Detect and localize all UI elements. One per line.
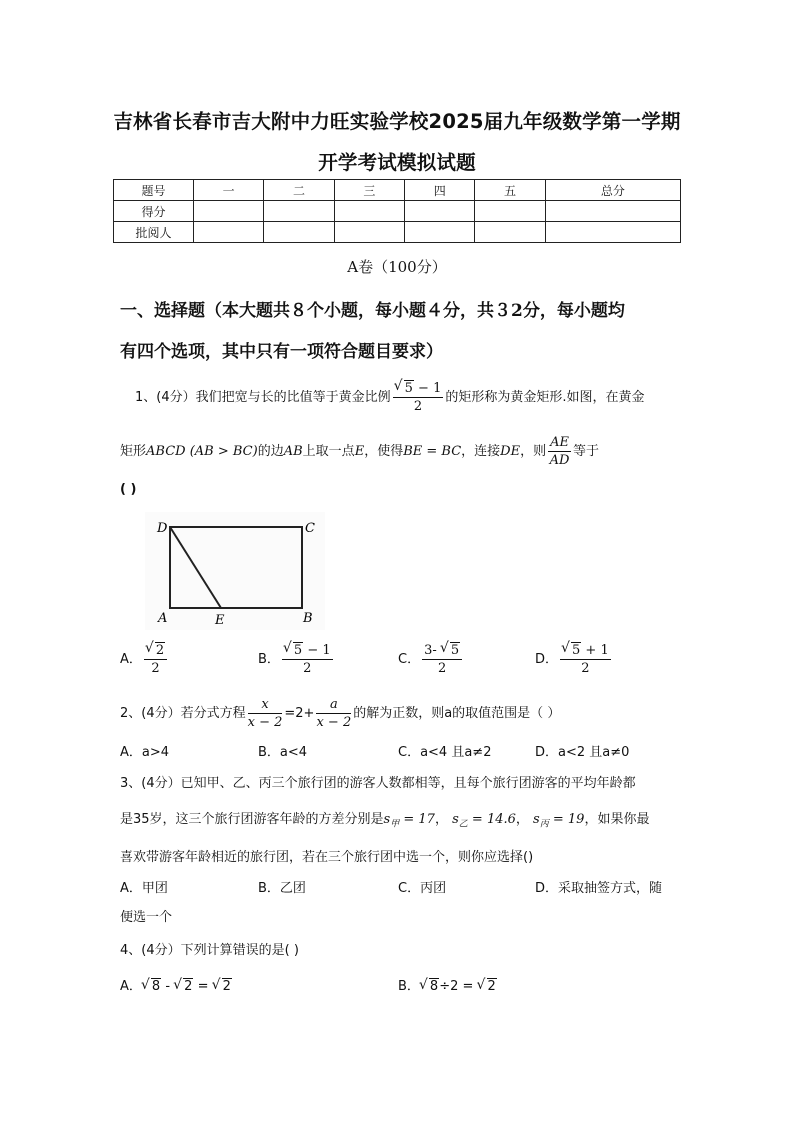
- score-table-row: [114, 222, 681, 243]
- score-cell: [194, 222, 264, 243]
- q1-math: DE: [500, 444, 521, 459]
- score-row-label: 得分: [114, 201, 194, 222]
- q4-option-b[interactable]: B．√ 8÷2 = √ 2: [398, 975, 497, 994]
- q2-option-b[interactable]: B．a<4: [258, 745, 308, 760]
- score-cell: [264, 222, 334, 243]
- score-cell: [545, 201, 680, 222]
- q1-math: ABCD: [146, 444, 186, 459]
- question-3-line3: 喜欢带游客年龄相近的旅行团，若在三个旅行团中选一个，则你应选择(): [120, 850, 534, 865]
- question-2: [120, 696, 560, 731]
- score-table-header-row: [114, 180, 681, 201]
- label-b: B: [303, 611, 313, 626]
- variance-jia: $s_甲 = 17$: [383, 812, 435, 830]
- golden-rectangle-figure: [145, 512, 325, 630]
- q1-option-b[interactable]: B． √ $\frac{5 - 1}{2}$: [258, 642, 335, 677]
- q1-math: E: [354, 444, 365, 459]
- q1-answer-paren: ( ): [120, 482, 137, 497]
- q4-option-a[interactable]: A．√ 8 - √ 2 = √ 2: [120, 975, 232, 994]
- question-1-line1: [135, 380, 644, 415]
- score-table-header: 一: [194, 180, 264, 201]
- q2-text: 2、(4分）若分式方程: [120, 706, 246, 721]
- q1-math: BE = BC: [403, 444, 462, 459]
- score-cell: [405, 222, 475, 243]
- score-cell: [334, 201, 404, 222]
- question-3-line1: 3、(4分）已知甲、乙、丙三个旅行团的游客人数都相等，且每个旅行团游客的平均年龄都: [120, 776, 636, 791]
- score-cell: [264, 201, 334, 222]
- volume-heading: A卷（100分）: [347, 258, 447, 276]
- q2-option-a[interactable]: A．a>4: [120, 745, 170, 760]
- score-cell: [475, 222, 545, 243]
- q1-option-c[interactable]: C． $\frac{3- √ 5}{2}$: [398, 642, 464, 677]
- q1-math: (AB > BC): [189, 444, 258, 459]
- section-heading-line1: 一、选择题（本大题共８个小题，每小题４分，共３2分，每小题均: [120, 301, 625, 321]
- score-row-label: 批阅人: [114, 222, 194, 243]
- section-heading-line2: 有四个选项，其中只有一项符合题目要求）: [120, 342, 443, 362]
- label-d: D: [157, 521, 168, 536]
- q1-text: 上取一点: [302, 444, 355, 459]
- q1-text: ，连接: [461, 444, 501, 459]
- q3-option-d-continued: 便选一个: [120, 910, 173, 925]
- q1-math: AB: [283, 444, 303, 459]
- question-3-line2: 是35岁，这三个旅行团游客年龄的方差分别是$s_甲 = 17$， $s_乙 = 14.6$， $s_丙 = 19$，如果你最: [120, 812, 650, 830]
- q1-text: ，则: [520, 444, 547, 459]
- label-e: E: [215, 613, 225, 628]
- score-table-header: 二: [264, 180, 334, 201]
- q3-option-b[interactable]: B．乙团: [258, 881, 306, 896]
- question-1-line2: [120, 434, 599, 469]
- q2-text: =2+: [284, 706, 315, 721]
- score-table-header: 四: [405, 180, 475, 201]
- q2-fraction-2: $\frac{a}{x - 2}$: [316, 697, 352, 730]
- ae-ad-fraction: $\frac{AE}{AD}$: [549, 435, 570, 468]
- label-c: C: [305, 521, 315, 536]
- score-table-header: 题号: [114, 180, 194, 201]
- exam-title-line2: 开学考试模拟试题: [318, 151, 476, 174]
- q3-option-d[interactable]: D．采取抽签方式，随: [535, 881, 663, 896]
- score-cell: [475, 201, 545, 222]
- label-a: A: [158, 611, 168, 626]
- q3-option-a[interactable]: A．甲团: [120, 881, 168, 896]
- sqrt-radicand: 5: [404, 381, 413, 396]
- q1-text: 的边: [257, 444, 284, 459]
- score-cell: [405, 201, 475, 222]
- q2-option-c[interactable]: C．a<4 且a≠2: [398, 745, 492, 760]
- q1-option-a[interactable]: A． √ $\frac{2}{2}$: [120, 642, 169, 677]
- score-cell: [194, 201, 264, 222]
- q2-fraction-1: $\frac{x}{x - 2}$: [247, 697, 283, 730]
- score-table-header: 五: [475, 180, 545, 201]
- score-cell: [545, 222, 680, 243]
- q1-text: ，使得: [364, 444, 404, 459]
- q1-text: 等于: [573, 444, 600, 459]
- q2-option-d[interactable]: D．a<2 且a≠0: [535, 745, 630, 760]
- q1-text: 矩形: [120, 444, 147, 459]
- question-4: 4、(4分）下列计算错误的是( ): [120, 943, 299, 958]
- q3-option-c[interactable]: C．丙团: [398, 881, 447, 896]
- score-table: [113, 179, 681, 243]
- score-table-row: [114, 201, 681, 222]
- q1-text: 的矩形称为黄金矩形.如图，在黄金: [445, 390, 645, 405]
- variance-bing: $s_丙 = 19$: [533, 812, 585, 830]
- score-cell: [334, 222, 404, 243]
- exam-title-line1: 吉林省长春市吉大附中力旺实验学校2025届九年级数学第一学期: [113, 110, 681, 133]
- score-table-header: 三: [334, 180, 404, 201]
- golden-ratio-fraction: √ $\frac{5 - 1}{2}$: [393, 380, 444, 415]
- variance-yi: $s_乙 = 14.6$: [452, 812, 516, 830]
- q1-option-d[interactable]: D． √ $\frac{5 + 1}{2}$: [535, 642, 613, 677]
- q1-text: 1、(4分）我们把宽与长的比值等于黄金比例: [135, 390, 391, 405]
- score-table-header: 总分: [545, 180, 680, 201]
- q2-text: 的解为正数，则a的取值范围是（ ）: [353, 706, 561, 721]
